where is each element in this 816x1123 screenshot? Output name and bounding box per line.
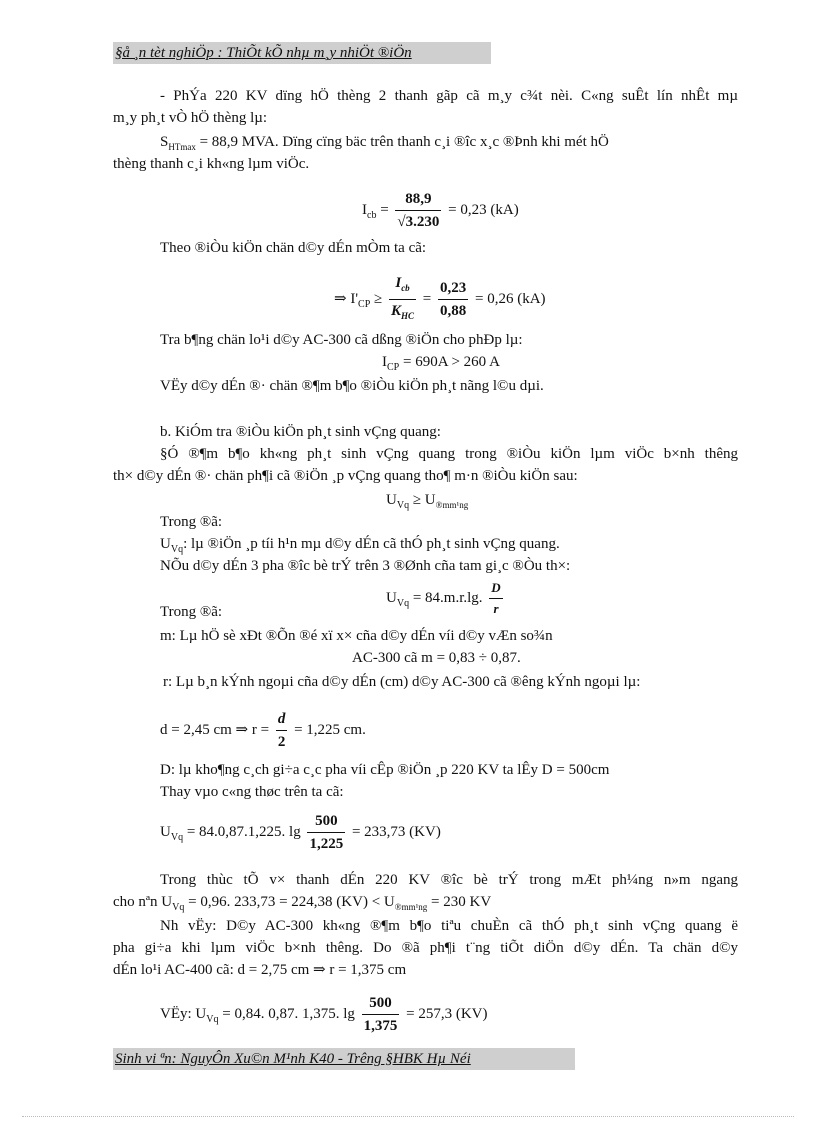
text-line: Trong ®ã: bbox=[160, 514, 223, 530]
text-line: D: lµ kho¶ng c¸ch gi÷a c¸c pha víi cÊp ®iÖn ¸p 220 KV ta lÊy D = 500cm bbox=[160, 762, 610, 778]
text-line: Tra b¶ng chän lo¹i d©y AC-300 cã dßng ®iÖn cho phÐp lµ: bbox=[160, 332, 523, 348]
text-line: AC-300 cã m = 0,83 ÷ 0,87. bbox=[352, 650, 521, 666]
text-line: m¸y ph¸t vÒ hÖ thèng lµ: bbox=[113, 110, 268, 126]
text-line: Nh vËy: D©y AC-300 kh«ng ®¶m b¶o tiªu chuÈn cã thÓ ph¸t sinh vÇng quang ë bbox=[160, 918, 738, 934]
text-line: Theo ®iÒu kiÖn chän d©y dÉn mÒm ta cã: bbox=[160, 240, 427, 256]
text-line: thèng thanh c¸i kh«ng lµm viÖc. bbox=[113, 156, 310, 172]
section-heading: b. KiÓm tra ®iÒu kiÖn ph¸t sinh vÇng quang: bbox=[160, 424, 441, 440]
page-bottom-border bbox=[22, 1116, 794, 1117]
text-line: VËy d©y dÉn ®· chän ®¶m b¶o ®iÒu kiÖn ph¸t nãng l©u dµi. bbox=[160, 378, 544, 394]
text-line: - PhÝa 220 KV dïng hÖ thèng 2 thanh gãp cã m¸y c¾t nèi. C«ng suÊt lín nhÊt mµ bbox=[160, 88, 738, 104]
page-header: §å ¸n tèt nghiÖp : ThiÕt kÕ nhµ m¸y nhiÖt ®iÖn bbox=[113, 42, 491, 64]
text-line: pha gi÷a khi lµm viÖc b×nh thêng. Do ®ã ph¶i t¨ng tiÕt diÖn d©y dÉn. Ta chän d©y bbox=[113, 940, 738, 956]
equation-uvq: $U_{Vq} = 84.m.r.\lg$. $\frac{D}{r}$ bbox=[386, 580, 501, 616]
equation-condition: $U_{Vq} \ge U_{®mm^1ng}$ bbox=[386, 492, 469, 511]
text-line: dÉn lo¹i AC-400 cã: d = 2,75 cm ⇒ r = 1,375 cm bbox=[113, 962, 407, 978]
text-line: $S_{HTmax} = 88,9$ MVA. Dïng cïng bäc trên thanh c¸i ®îc x¸c ®Þnh khi mét hÖ bbox=[160, 134, 609, 152]
equation-icp: ⇒ $I'_{CP}$ ≥ $\frac{I_{cb}}{K_{HC}}$ = $\frac{0,23}{0,88}$ = 0,26 (kA) bbox=[334, 272, 546, 327]
equation-final: VËy: $U_{Vq} = 0,84$. 0,87. 1,375. lg $\frac{500}{1,375}$ = 257,3 (KV) bbox=[160, 992, 488, 1037]
text-line: NÕu d©y dÉn 3 pha ®îc bè trÝ trên 3 ®Ønh cña tam gi¸c ®Òu th×: bbox=[160, 558, 571, 574]
text-line: Trong thùc tÕ v× thanh dÉn 220 KV ®îc bè trÝ trong mÆt ph¼ng n»m ngang bbox=[160, 872, 738, 888]
equation-calc: $U_{Vq} = 84.0,87.1,225$. lg $\frac{500}{1,225}$ = 233,73 (KV) bbox=[160, 810, 441, 855]
text-line: r: Lµ b¸n kÝnh ngoµi cña d©y dÉn (cm) d©y AC-300 cã ®êng kÝnh ngoµi lµ: bbox=[163, 674, 641, 690]
text-line: cho nªn $U_{Vq} = 0,96$. 233,73 = 224,38 $(KV) < U_{®mm^1ng} = 230$ KV bbox=[113, 894, 492, 913]
text-line: Thay vµo c«ng thøc trên ta cã: bbox=[160, 784, 344, 800]
equation-radius: d = 2,45 cm ⇒ r = $\frac{d}{2}$ = 1,225 cm. bbox=[160, 708, 366, 753]
text-line: §Ó ®¶m b¶o kh«ng ph¸t sinh vÇng quang trong ®iÒu kiÖn lµm viÖc b×nh thêng bbox=[160, 446, 738, 462]
text-line: Trong ®ã: bbox=[160, 604, 223, 620]
page-footer: Sinh vi ªn: NguyÔn Xu©n M¹nh K40 - Trêng §HBK Hµ Néi bbox=[113, 1048, 575, 1070]
text-line: $I_{CP} = 690A > 260$ A bbox=[382, 354, 500, 373]
text-line: m: Lµ hÖ sè xÐt ®Õn ®é xï x× cña d©y dÉn víi d©y vÆn so¾n bbox=[160, 628, 553, 644]
text-line: $U_{Vq}$: lµ ®iÖn ¸p tíi h¹n mµ d©y dÉn cã thÓ ph¸t sinh vÇng quang. bbox=[160, 536, 560, 555]
text-line: th× d©y dÉn ®· chän ph¶i cã ®iÖn ¸p vÇng quang tho¶ m·n ®iÒu kiÖn sau: bbox=[113, 468, 578, 484]
equation-icb: $I_{cb}$ = $\frac{88,9}{√3.230}$ = 0,23 (kA) bbox=[362, 188, 519, 233]
